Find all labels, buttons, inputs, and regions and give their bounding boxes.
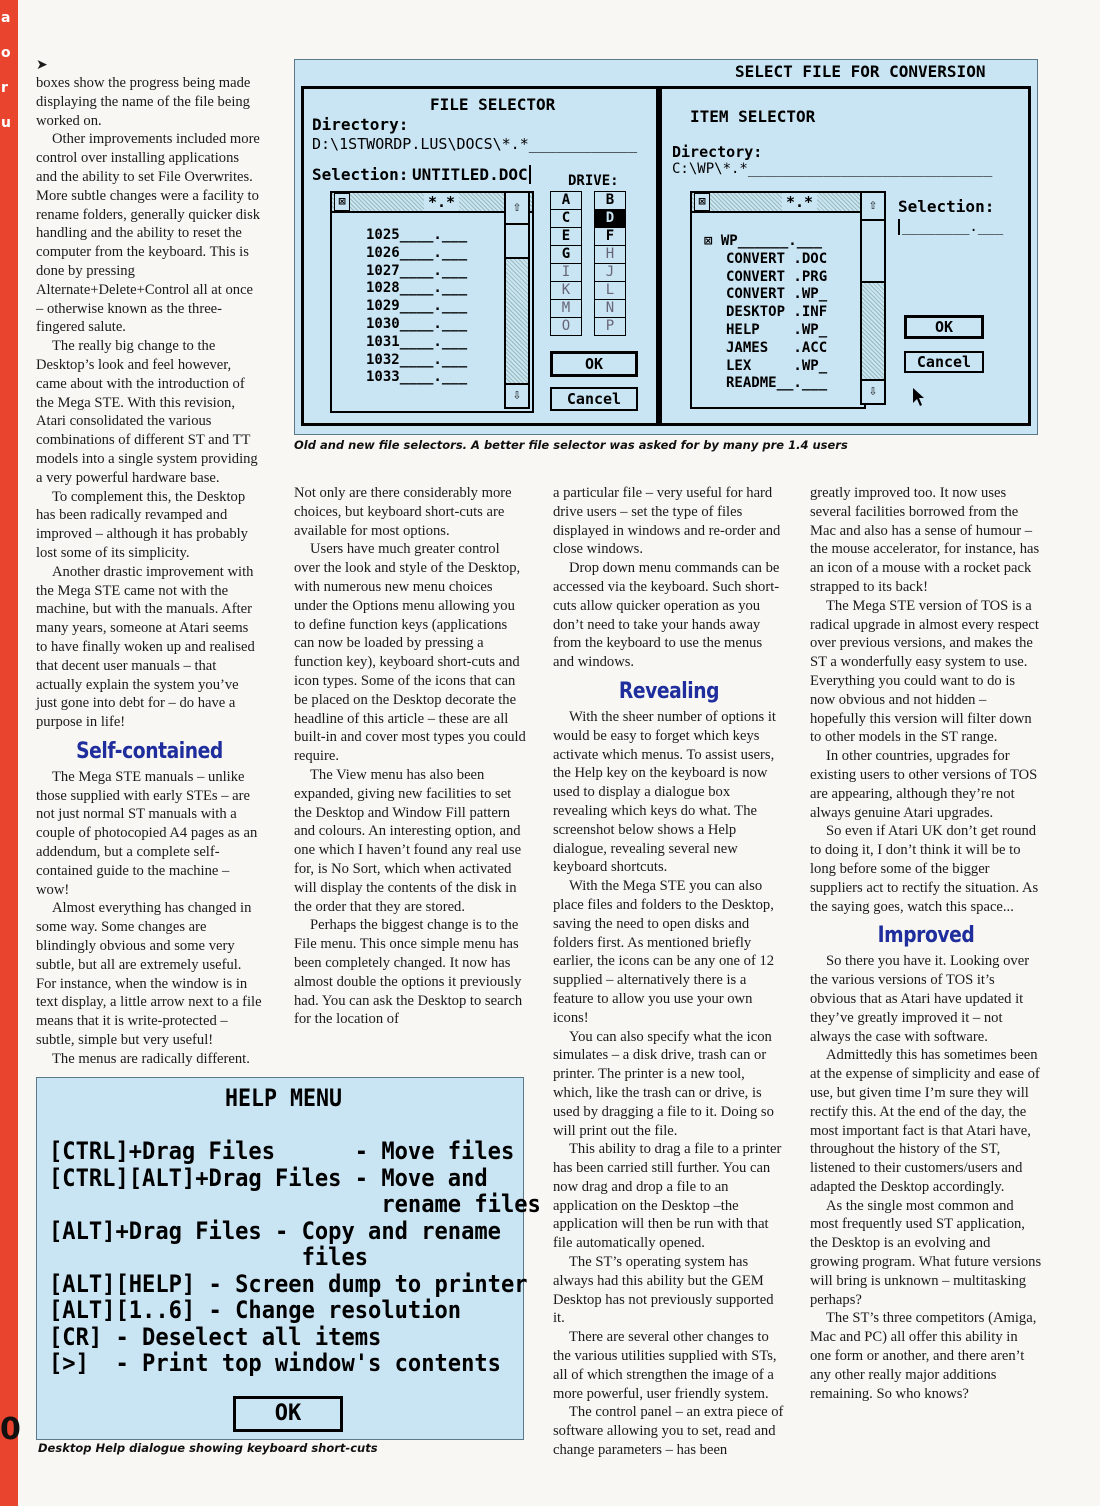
shortcut-line: files [49,1243,369,1271]
paragraph: boxes show the progress being made displaying the name of the file being worked on. [36,75,251,129]
old-file-selector-window [301,86,659,426]
drive-c[interactable]: C [550,209,582,228]
directory-field[interactable]: D:\1STWORDP.LUS\DOCS\*.*____________ [312,135,638,153]
mouse-pointer-icon [912,387,926,411]
scroll-thumb[interactable] [506,257,528,385]
list-item[interactable]: 1027____.___ [366,262,468,279]
list-item[interactable]: 1032____.___ [366,351,468,368]
cancel-button[interactable]: Cancel [904,351,984,373]
close-box-icon[interactable]: ⊠ [334,193,350,211]
drive-g[interactable]: G [550,245,582,264]
shortcut-line: [CTRL][ALT]+Drag Files - Move and [49,1164,488,1192]
list-item[interactable]: CONVERT .WP_ [726,286,828,303]
list-item[interactable]: 1030____.___ [366,315,468,332]
shortcut-line: [ALT]+Drag Files - Copy and rename [49,1217,501,1245]
list-item[interactable]: 1031____.___ [366,333,468,350]
section-heading: Self-contained [76,738,223,764]
drive-b[interactable]: B [594,191,626,210]
folder-name: WP______.___ [720,233,823,249]
drive-f[interactable]: F [594,227,626,246]
scroll-track[interactable] [506,223,528,259]
list-item[interactable]: HELP .WP_ [726,321,828,338]
paragraph: Almost everything has changed in some way. Some changes are blindingly obvious and some very subtle, but all are extremely useful. For instance, when the window is in text display, a little arrow next to a file means that it is write-protected – subtle, simple but very useful! [36,900,262,1049]
file-selector-title: FILE SELECTOR [430,95,556,114]
list-item[interactable]: DESKTOP .INF [726,304,828,321]
drive-m[interactable]: M [550,299,582,318]
paragraph: a particular file – very useful for hard drive users – set the type of files displayed in windows and re-order and close windows. [553,485,781,558]
directory-field[interactable]: C:\WP\*.*_____________________________ [672,161,993,177]
filter-label: *.* [782,193,817,211]
shortcut-line: [ALT][1..6] - Change resolution [49,1296,462,1324]
article-column-1 [36,58,263,1069]
list-item[interactable]: CONVERT .DOC [726,250,828,267]
paragraph: Users have much greater control over the look and style of the Desktop, with numerous new menu choices under the Options menu allowing you to define function keys (applications can now be loaded by pressing a function key), keyboard short-cuts and icon types. Some of the icons that can be placed on the Desktop decorate the headline of this article – these are all built-in and cover most types you could require. [294,541,526,765]
paragraph: This ability to drag a file to a printer has been carried still further. You can now drag and drop a file to an application on the Desktop –the application will then be run with that file automatically opened. [553,1141,782,1252]
side-letter: o [1,45,11,61]
list-title-bar [692,193,864,213]
list-item[interactable]: 1028____.___ [366,280,468,297]
drive-a[interactable]: A [550,191,582,210]
side-bar [0,0,18,1506]
section-heading: Revealing [618,678,720,704]
list-item[interactable]: README__.___ [726,375,828,392]
drive-h[interactable]: H [594,245,626,264]
item-selector-title: ITEM SELECTOR [690,107,816,126]
drive-l[interactable]: L [594,281,626,300]
selection-field[interactable] [412,165,531,184]
drive-o[interactable]: O [550,317,582,336]
paragraph: There are several other changes to the various utilities supplied with STs, all of which strengthen the image of a more powerful, user friendly system. [553,1329,777,1402]
paragraph: With the Mega STE you can also place files and folders to the Desktop, saving the need to open disks and folders first. As mentioned briefly earlier, the icons can be any one of 12 supplied – alternatively there is a feature to allow you use your own icons! [553,878,775,1026]
paragraph: As the single most common and most frequently used ST application, the Desktop is an evolving and growing program. What future versions will bring is unknown – multitasking perhaps? [810,1197,1042,1308]
scroll-down-arrow-icon[interactable]: ⇩ [868,383,878,399]
scroll-down-arrow-icon[interactable]: ⇩ [512,387,522,403]
paragraph: So there you have it. Looking over the various versions of TOS it’s obvious that as Atari have updated it they’ve greatly improved it – not always the case with software. [810,953,1030,1045]
page-number: 0 [0,1412,21,1447]
paragraph: The menus are radically different. [52,1050,250,1067]
drive-p[interactable]: P [594,317,626,336]
ok-button[interactable]: OK [904,315,984,339]
side-letter: a [1,10,11,26]
list-item[interactable]: LEX .WP_ [726,357,828,374]
directory-label: Directory: [672,143,763,161]
item-list-box[interactable] [690,191,866,409]
selection-label: Selection: [312,165,409,184]
list-item[interactable]: CONVERT .PRG [726,268,828,285]
scrollbar[interactable] [860,191,886,405]
selection-label: Selection: [898,197,995,216]
scroll-up-arrow-icon[interactable]: ⇧ [868,197,878,213]
drive-i[interactable]: I [550,263,582,282]
paragraph: In other countries, upgrades for existing users to other versions of TOS are appearing, although they’re not always genuine Atari upgrades. [810,748,1038,821]
selection-value: UNTITLED.DOC [412,165,528,184]
side-letter: r [1,80,8,96]
paragraph: Another drastic improvement with the Mega STE came not with the machine, but with the manuals. After many years, someone at Atari seems to have finally woken up and realised that decent user manuals – that actually explain the system you’ve just gone into debt for – do have a purpose in life! [36,563,255,731]
article-column-3 [553,484,785,1460]
folder-row[interactable] [704,233,862,251]
folder-icon: ⊠ [704,233,721,249]
ok-button[interactable]: OK [233,1396,343,1432]
help-title: HELP MENU [225,1084,343,1112]
side-letter: u [1,115,11,131]
shortcut-line: rename files [49,1190,541,1218]
cancel-button[interactable]: Cancel [550,387,638,411]
list-item[interactable]: JAMES .ACC [726,339,828,356]
paragraph: The really big change to the Desktop’s look and feel however, came about with the introduction of the Mega STE. With this revision, Atari consolidated the various combinations of different ST and TT models into a single system providing a very powerful hardware base. [36,338,258,486]
paragraph: Drop down menu commands can be accessed via the keyboard. Such short-cuts allow quicker operation as you don’t need to take your hands away from the keyboard to use the menus and windows. [553,560,780,671]
file-selector-screenshot [294,59,1038,435]
drive-e[interactable]: E [550,227,582,246]
drive-d[interactable]: D [594,209,626,228]
paragraph: Perhaps the biggest change is to the File menu. This once simple menu has been completely changed. It now has almost double the options it previously had. You can ask the Desktop to search for the location of [294,917,523,1028]
paragraph: The control panel – an extra piece of software allowing you to set, read and change parameters – has been [553,1404,784,1459]
item-list [704,233,862,393]
help-dialog-screenshot [36,1077,541,1440]
shortcut-line: [>] - Print top window's contents [49,1349,501,1377]
ok-button[interactable]: OK [550,351,638,377]
paragraph: Not only are there considerably more choices, but keyboard short-cuts are available for most options. [294,485,512,539]
figure-caption: Desktop Help dialogue showing keyboard short-cuts [38,1441,378,1455]
paragraph: The View menu has also been expanded, giving new facilities to set the Desktop and Window Fill pattern and colours. An interesting option, and one which I haven’t found any real use for, is No Sort, which when activated will display the contents of the disk in the order that they are stored. [294,766,522,915]
paragraph: The Mega STE version of TOS is a radical upgrade in almost every respect over previous versions, and makes the ST a wonderfully easy system to use. Everything you could want to do is now obvious and not hidden – hopefully this version will filter down to other models in the ST range. [810,597,1039,746]
drive-label: DRIVE: [568,173,619,189]
scroll-thumb[interactable] [862,281,884,381]
item-selector-window [659,86,1031,426]
paragraph: The ST’s three competitors (Amiga, Mac and PC) all offer this ability in one form or another, and there aren’t any other really major additions remaining. So who knows? [810,1310,1037,1402]
screenshot-title: SELECT FILE FOR CONVERSION [735,62,986,81]
close-box-icon[interactable]: ⊠ [694,193,710,211]
file-list [366,227,516,387]
paragraph: To complement this, the Desktop has been radically revamped and improved – although it has probably lost some of its simplicity. [36,488,248,561]
filter-label: *.* [424,193,459,211]
shortcut-line: [ALT][HELP] - Screen dump to printer [49,1270,528,1298]
article-column-2 [294,484,526,1029]
list-item[interactable]: 1026____.___ [366,244,468,261]
scroll-up-arrow-icon[interactable]: ⇧ [512,199,522,215]
shortcut-line: [CR] - Deselect all items [49,1323,382,1351]
continue-arrow-icon: ➤ [36,58,48,73]
paragraph: The Mega STE manuals – unlike those supplied with early STEs – are not just normal ST manuals with a couple of photocopied A4 pages as an addendum, but a complete self-contained guide to the machine – wow! [36,768,258,898]
paragraph: greatly improved too. It now uses several facilities borrowed from the Mac and also has a sense of humour – the mouse accelerator, for instance, has an icon of a mouse with a rocket pack strapped to its back! [810,485,1040,595]
section-heading: Improved [877,923,975,949]
drive-j[interactable]: J [594,263,626,282]
scroll-track[interactable] [862,219,884,283]
list-item[interactable]: 1029____.___ [366,298,468,315]
paragraph: The ST’s operating system has always had this ability but the GEM Desktop has not previously supported it. [553,1254,774,1327]
paragraph: Other improvements included more control over installing applications and the ability to set File Overwrites. More subtle changes were a facility to rename folders, generally quicker disk handling and the ability to reset the computer from the keyboard. This is done by pressing Alternate+Delete+Control all at once – otherwise known as the three-fingered salute. [36,131,261,336]
paragraph: So even if Atari UK don’t get round to doing it, I don’t think it will be to long before some of the bigger suppliers act to rectify the situation. As the saying goes, watch this space... [810,823,1039,915]
figure-caption: Old and new file selectors. A better file selector was asked for by many pre 1.4 users [294,438,848,452]
list-item[interactable]: 1025____.___ [366,227,468,243]
drive-n[interactable]: N [594,299,626,318]
scrollbar[interactable] [504,191,530,409]
paragraph: You can also specify what the icon simulates – a disk drive, trash can or printer. The printer is a new tool, which, like the trash can or drive, is used by dragging a file to it. Doing so will print out the file. [553,1028,774,1139]
directory-label: Directory: [312,115,409,134]
shortcut-line: [CTRL]+Drag Files - Move files [49,1137,515,1165]
paragraph: With the sheer number of options it would be easy to forget which keys activate which menus. To assist users, the Help key on the keyboard is now used to display a dialogue box revealing which keys do what. The screenshot below shows a Help dialogue, revealing several new keyboard shortcuts. [553,708,776,876]
drive-k[interactable]: K [550,281,582,300]
selection-field[interactable]: ________.___ [898,219,1003,235]
paragraph: Admittedly this has sometimes been at the expense of simplicity and ease of use, but given time I’m sure they will rectify this. At the end of the day, the most important fact is that Atari have, throughout the history of the ST, listened to their customers/users and adapted the Desktop accordingly. [810,1047,1040,1195]
list-item[interactable]: 1033____.___ [366,369,468,386]
article-column-4 [810,484,1042,1403]
